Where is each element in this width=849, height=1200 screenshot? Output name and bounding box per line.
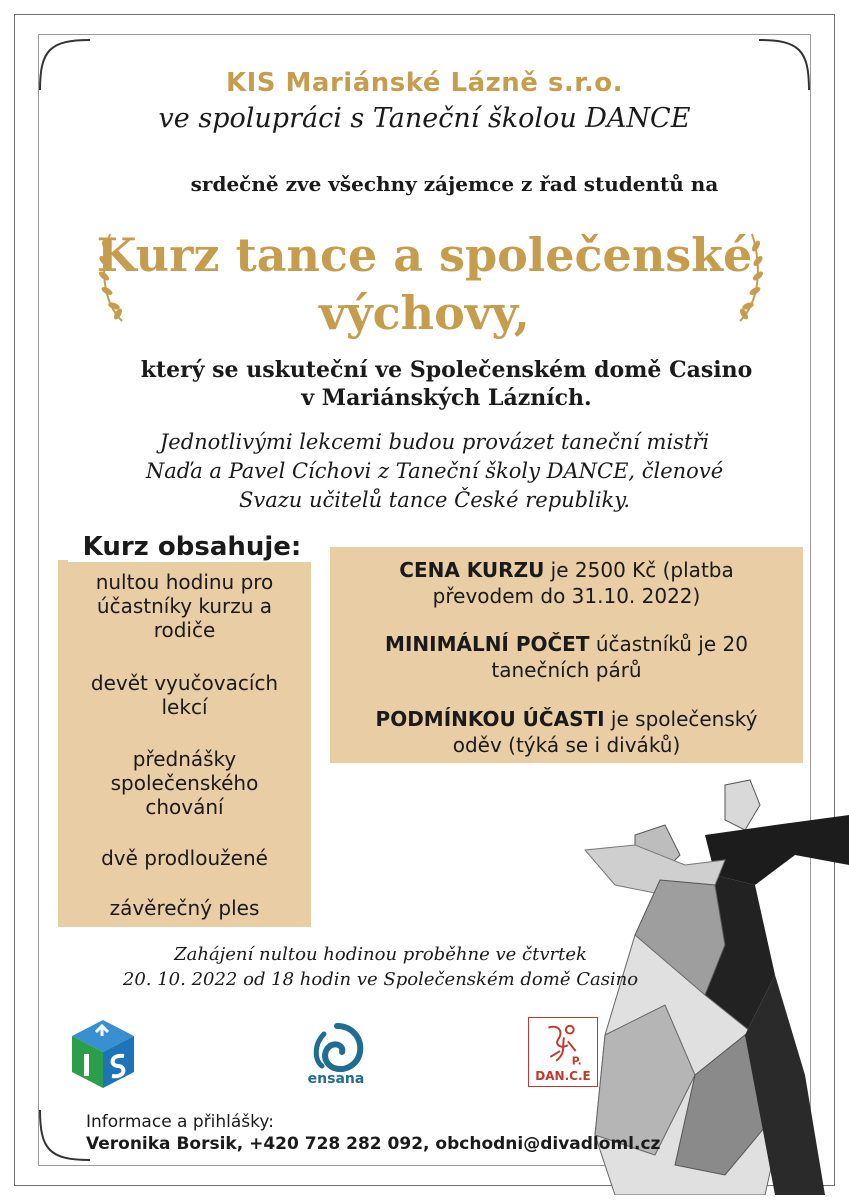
ensana-wordmark: ensana	[307, 1071, 365, 1087]
organization-name: KIS Mariánské Lázně s.r.o.	[225, 68, 624, 98]
course-item-final-ball	[58, 896, 311, 920]
course-contents-heading: Kurz obsahuje:	[68, 532, 316, 562]
course-item-text: devět vyučovacích	[90, 671, 279, 695]
course-item-text: společenského	[110, 771, 259, 795]
minimum-text-line2: tanečních párů	[491, 658, 642, 682]
course-item-extended	[58, 846, 311, 870]
kis-logo	[70, 1018, 136, 1090]
course-item-text: závěrečný ples	[109, 896, 260, 920]
course-item-text: nultou hodinu pro	[95, 570, 274, 594]
course-item-text: přednášky	[132, 747, 237, 771]
course-item-zero-hour	[58, 570, 311, 642]
course-title	[0, 226, 849, 342]
venue-line1: který se uskuteční ve Společenském domě Casino	[140, 357, 753, 383]
course-title-line2: výchovy,	[319, 286, 530, 340]
minimum-text: účastníků je 20	[589, 632, 748, 656]
dance-wordmark: DAN.C.E	[535, 1069, 591, 1083]
teachers-text	[10, 428, 849, 515]
course-item-text: účastníky kurzu a	[96, 594, 273, 618]
minimum-info	[330, 631, 803, 683]
teachers-line1: Jednotlivými lekcemi budou provázet taneční mistři	[159, 430, 710, 454]
dance-logo-p-letter: P.	[571, 1054, 582, 1068]
minimum-label: MINIMÁLNÍ POČET	[385, 632, 590, 656]
price-text-line2: převodem do 31.10. 2022)	[432, 584, 701, 608]
price-text: je 2500 Kč (platba	[544, 558, 734, 582]
teachers-line2: Naďa a Pavel Cíchovi z Taneční školy DANCE, členové	[145, 459, 724, 483]
course-item-text: chování	[145, 795, 224, 819]
course-title-line1: Kurz tance a společenské	[96, 228, 753, 282]
invitation-line: srdečně zve všechny zájemce z řad studentů na	[190, 172, 719, 196]
teachers-line3: Svazu učitelů tance České republiky.	[238, 488, 631, 512]
course-item-lectures	[58, 747, 311, 819]
contact-details: Veronika Borsik, +420 728 282 092, obchodni@divadloml.cz	[86, 1134, 661, 1154]
price-label: CENA KURZU	[399, 558, 545, 582]
condition-info	[330, 706, 803, 758]
venue-line2: v Mariánských Lázních.	[301, 385, 592, 411]
course-item-text: dvě prodloužené	[101, 846, 268, 870]
contact-label: Informace a přihlášky:	[86, 1112, 274, 1132]
condition-label: PODMÍNKOU ÚČASTI	[375, 707, 605, 731]
course-item-lessons	[58, 671, 311, 719]
opening-text	[0, 942, 805, 992]
collaboration-line: ve spolupráci s Taneční školou DANCE	[158, 103, 691, 134]
opening-line2: 20. 10. 2022 od 18 hodin ve Společenském domě Casino	[122, 969, 639, 990]
price-info	[330, 557, 803, 609]
condition-text: je společenský	[604, 707, 758, 731]
condition-text-line2: oděv (týká se i diváků)	[452, 733, 681, 757]
venue-text	[22, 356, 849, 412]
course-item-text: rodiče	[153, 618, 216, 642]
course-item-text: lekcí	[161, 695, 208, 719]
opening-line1: Zahájení nultou hodinou proběhne ve čtvrtek	[174, 944, 587, 965]
